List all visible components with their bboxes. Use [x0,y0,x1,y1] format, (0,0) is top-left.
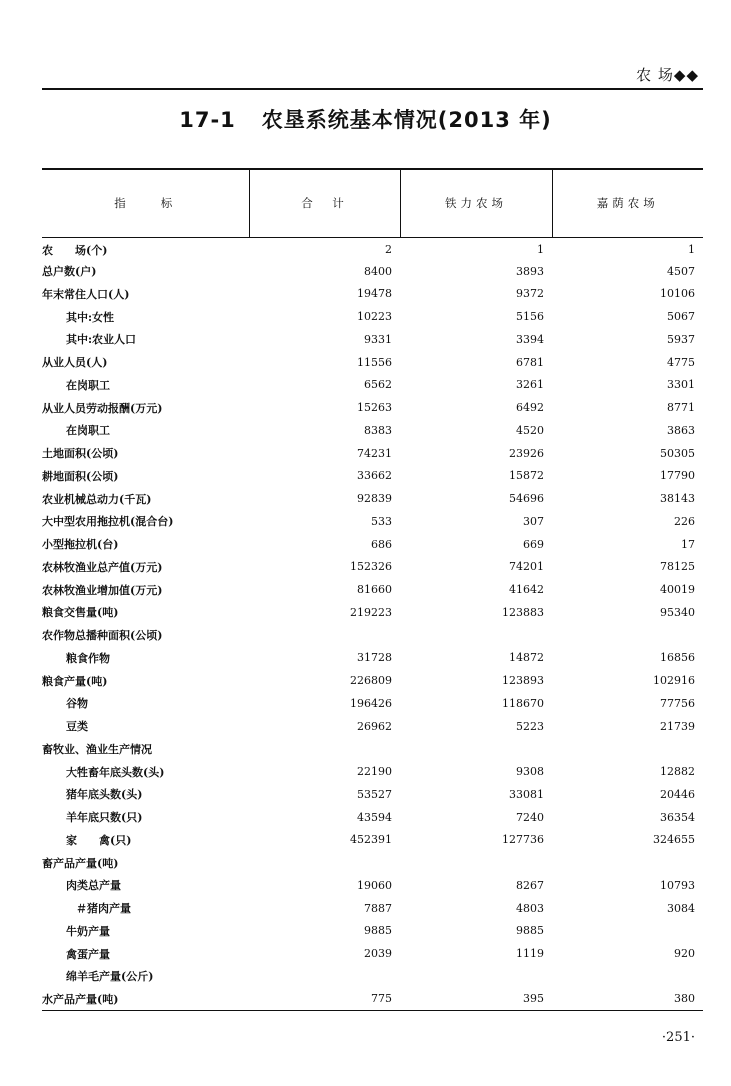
row-label: 大牲畜年底头数(头) [66,765,165,779]
row-label: 在岗职工 [66,424,110,438]
total-value: 152326 [350,560,392,574]
tieli-value [400,965,552,988]
total-value: 15263 [357,401,392,415]
total-value: 6562 [364,378,392,392]
table-row [42,760,703,783]
jiayin-value: 10793 [660,878,695,892]
jiayin-value: 3863 [667,423,695,437]
jiayin-value: 324655 [653,833,695,847]
table-row [42,715,703,738]
table-row [42,874,703,897]
jiayin-value: 226 [674,514,695,528]
table-row [42,419,703,442]
jiayin-value: 78125 [660,560,695,574]
row-label: 从业人员劳动报酬(万元) [42,401,163,415]
table-row [42,237,703,260]
jiayin-value: 3301 [667,378,695,392]
row-label: 谷物 [66,697,88,711]
row-label: 禽蛋产量 [66,947,110,961]
jiayin-value [552,965,703,988]
table-row [42,305,703,328]
tieli-value: 3893 [516,264,544,278]
column-header-indicator: 指 标 [42,169,249,237]
total-value: 22190 [357,765,392,779]
table-row [42,942,703,965]
jiayin-value [552,738,703,761]
jiayin-value: 17790 [660,469,695,483]
total-value: 7887 [364,901,392,915]
tieli-value: 7240 [516,810,544,824]
jiayin-value: 50305 [660,446,695,460]
table-header-row [42,169,703,237]
header-rule [42,88,703,90]
jiayin-value: 12882 [660,765,695,779]
total-value: 226809 [350,674,392,688]
tieli-value: 123893 [502,674,544,688]
jiayin-value: 10106 [660,287,695,301]
tieli-value: 33081 [509,787,544,801]
row-label: 其中:女性 [66,310,115,324]
tieli-value: 5156 [516,310,544,324]
total-value: 11556 [357,355,392,369]
jiayin-value: 95340 [660,605,695,619]
table-number: 17-1 [179,108,236,132]
jiayin-value: 21739 [660,719,695,733]
row-label: 猪年底头数(头) [66,788,143,802]
total-value [249,738,400,761]
row-label: 农林牧渔业总产值(万元) [42,560,163,574]
row-label: 农作物总播种面积(公顷) [42,629,163,643]
column-header-jiayin-farm: 嘉荫农场 [552,169,703,237]
row-label: 粮食作物 [66,651,110,665]
total-value: 26962 [357,719,392,733]
tieli-value: 9372 [516,287,544,301]
table-row [42,806,703,829]
table-row [42,487,703,510]
total-value: 74231 [357,446,392,460]
total-value [249,624,400,647]
tieli-value [400,851,552,874]
row-label: 畜牧业、渔业生产情况 [42,742,152,756]
jiayin-value: 40019 [660,583,695,597]
jiayin-value [552,624,703,647]
jiayin-value: 3084 [667,901,695,915]
table-row [42,510,703,533]
total-value: 19478 [357,287,392,301]
total-value: 8400 [364,264,392,278]
row-label: 土地面积(公顷) [42,447,119,461]
jiayin-value [552,920,703,943]
jiayin-value: 4775 [667,355,695,369]
table-row [42,692,703,715]
row-label: 牛奶产量 [66,924,110,938]
table-row [42,533,703,556]
table-row [42,601,703,624]
tieli-value: 54696 [509,492,544,506]
total-value: 2039 [364,947,392,961]
table-row [42,556,703,579]
table-row [42,965,703,988]
total-value [249,851,400,874]
table-row [42,260,703,283]
table-row [42,624,703,647]
table-row [42,328,703,351]
row-label: ＃猪肉产量 [76,902,131,916]
table-row [42,647,703,670]
statistics-table [42,168,703,1011]
tieli-value: 4803 [516,901,544,915]
tieli-value: 3394 [516,332,544,346]
jiayin-value: 5937 [667,332,695,346]
total-value: 533 [371,514,392,528]
tieli-value: 23926 [509,446,544,460]
total-value: 92839 [357,492,392,506]
row-label: 豆类 [66,720,88,734]
jiayin-value: 102916 [653,674,695,688]
page-title [0,104,731,134]
table-row [42,351,703,374]
tieli-value: 1119 [516,947,544,961]
table-row [42,283,703,306]
tieli-value: 6492 [516,401,544,415]
table-row [42,396,703,419]
jiayin-value: 920 [674,947,695,961]
jiayin-value: 38143 [660,492,695,506]
tieli-value: 669 [523,537,544,551]
jiayin-value: 77756 [660,696,695,710]
jiayin-value: 1 [688,243,695,257]
jiayin-value: 36354 [660,810,695,824]
row-label: 农林牧渔业增加值(万元) [42,583,163,597]
row-label: 年末常住人口(人) [42,287,130,301]
total-value: 10223 [357,310,392,324]
total-value: 43594 [357,810,392,824]
tieli-value: 123883 [502,605,544,619]
row-label: 家 禽(只) [66,833,132,847]
column-header-total: 合 计 [249,169,400,237]
tieli-value: 9308 [516,765,544,779]
row-label: 水产品产量(吨) [42,988,249,1011]
table-row [42,669,703,692]
total-value: 53527 [357,787,392,801]
total-value: 33662 [357,469,392,483]
total-value: 19060 [357,878,392,892]
total-value: 8383 [364,423,392,437]
table-row [42,738,703,761]
table-row [42,920,703,943]
total-value: 81660 [357,583,392,597]
tieli-value: 5223 [516,719,544,733]
row-label: 从业人员(人) [42,356,108,370]
row-label: 农业机械总动力(千瓦) [42,492,152,506]
row-label: 畜产品产量(吨) [42,856,119,870]
tieli-value [400,738,552,761]
row-label: 肉类总产量 [66,879,121,893]
tieli-value: 15872 [509,469,544,483]
table-row [42,442,703,465]
row-label: 大中型农用拖拉机(混合台) [42,515,174,529]
tieli-value: 8267 [516,878,544,892]
tieli-value: 4520 [516,423,544,437]
jiayin-value: 380 [552,988,703,1011]
row-label: 耕地面积(公顷) [42,469,119,483]
jiayin-value: 16856 [660,651,695,665]
jiayin-value: 17 [681,537,695,551]
tieli-value: 41642 [509,583,544,597]
row-label: 在岗职工 [66,378,110,392]
tieli-value: 3261 [516,378,544,392]
column-header-tieli-farm: 铁力农场 [400,169,552,237]
tieli-value: 1 [537,243,544,257]
row-label: 羊年底只数(只) [66,811,143,825]
total-value: 775 [249,988,400,1011]
tieli-value: 74201 [509,560,544,574]
total-value: 9331 [364,332,392,346]
page-number: ·251· [661,1030,695,1045]
table-row [42,988,703,1011]
tieli-value: 6781 [516,355,544,369]
table-row [42,829,703,852]
total-value: 196426 [350,696,392,710]
row-label: 农 场(个) [42,243,108,257]
total-value: 219223 [350,605,392,619]
tieli-value: 395 [400,988,552,1011]
table-row [42,851,703,874]
table-row [42,465,703,488]
row-label: 粮食交售量(吨) [42,606,119,620]
row-label: 绵羊毛产量(公斤) [66,970,154,984]
total-value: 31728 [357,651,392,665]
tieli-value: 118670 [502,696,544,710]
jiayin-value: 4507 [667,264,695,278]
table-row [42,578,703,601]
table-title: 农垦系统基本情况(2013 年) [261,108,552,132]
tieli-value: 307 [523,514,544,528]
total-value: 2 [385,243,392,257]
total-value: 686 [371,537,392,551]
jiayin-value [552,851,703,874]
table-row [42,897,703,920]
tieli-value: 127736 [502,833,544,847]
jiayin-value: 8771 [667,401,695,415]
jiayin-value: 20446 [660,787,695,801]
tieli-value: 9885 [516,924,544,938]
total-value: 9885 [364,924,392,938]
total-value: 452391 [350,833,392,847]
total-value [249,965,400,988]
row-label: 其中:农业人口 [66,333,137,347]
row-label: 粮食产量(吨) [42,674,108,688]
table-row [42,783,703,806]
tieli-value: 14872 [509,651,544,665]
row-label: 小型拖拉机(台) [42,538,119,552]
table-row [42,374,703,397]
section-label: 农 场◆◆ [636,66,699,84]
row-label: 总户数(户) [42,265,97,279]
jiayin-value: 5067 [667,310,695,324]
tieli-value [400,624,552,647]
